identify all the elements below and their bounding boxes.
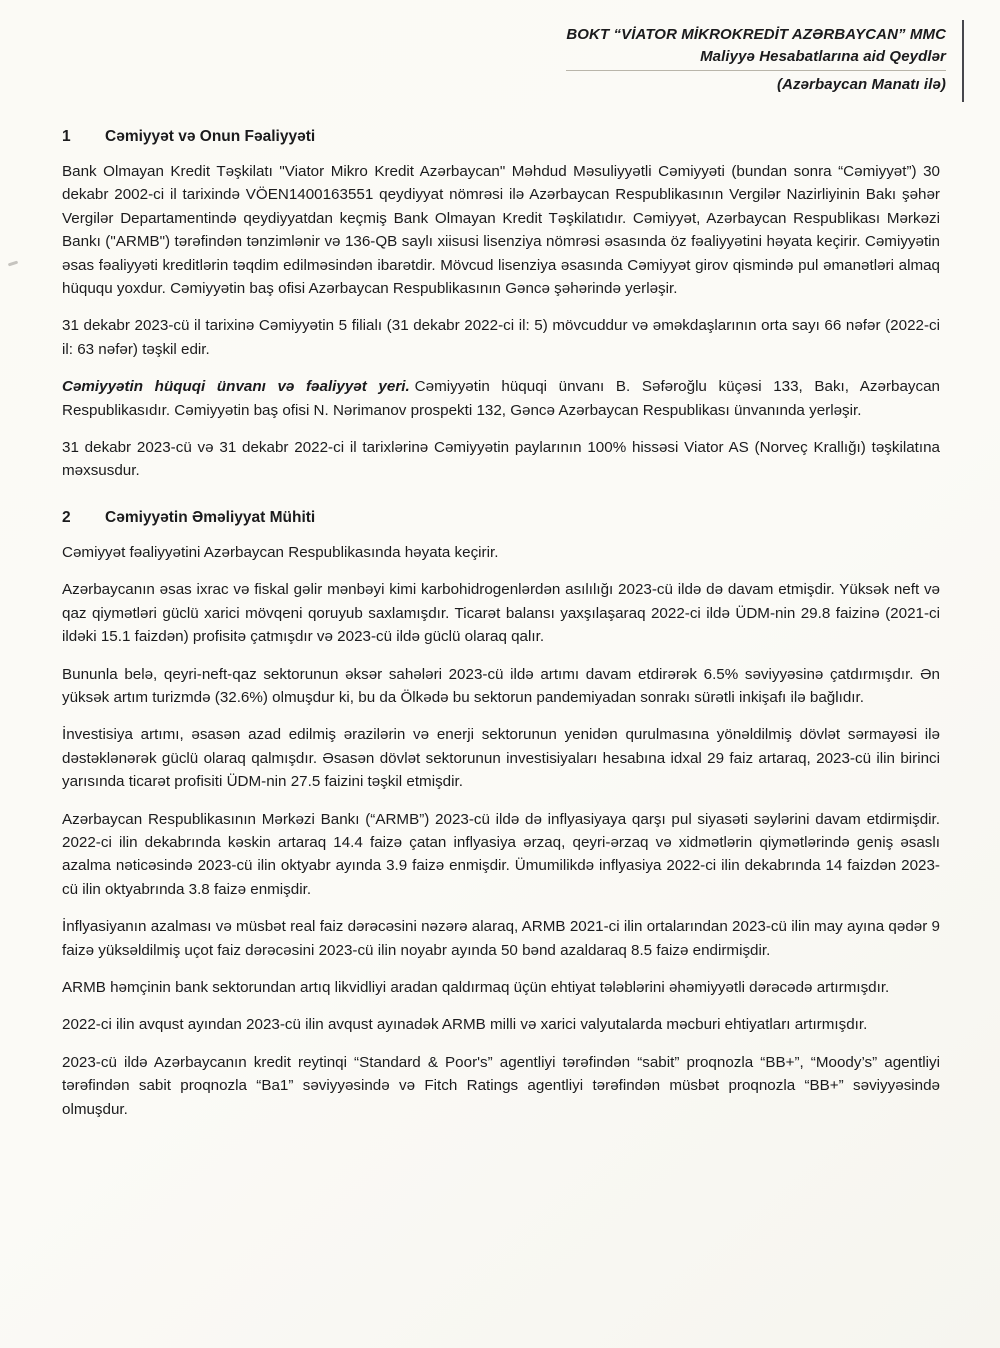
header-text-block [556,20,964,102]
paragraph: Azərbaycan Respublikasının Mərkəzi Bankı (“ARMB”) 2023-cü ildə də inflyasiyaya qarşı pul siyasəti səylərini davam etdirmişdir. 2022-ci ilin dekabrında kəskin artaraq 14.4 faizə çatan inflyasiya ərzaq, qeyri-ərzaq və xidmətlərin qiymətlərində geniş əsaslı azalma nəticəsində 2023-cü ilin oktyabr ayında 3.9 faizə enmişdir. Ümumilikdə inflyasiya 2022-ci ilin dekabrında 14 faizdən 2023-cü ilin oktyabrında 3.8 faizə enmişdir. [62,810,940,898]
paragraph-lead: Cəmiyyətin hüquqi ünvanı və fəaliyyət yeri. [62,378,410,396]
section-1-heading [62,128,940,146]
document-header [62,20,964,102]
section-2-heading [62,509,940,527]
paragraph: 2022-ci ilin avqust ayından 2023-cü ilin avqust ayınadək ARMB milli və xarici valyutalarda məcburi ehtiyatları artırmışdır. [62,1016,868,1034]
section-number: 1 [62,128,71,145]
currency-note: (Azərbaycan Manatı ilə) [566,70,946,96]
scan-artifact [8,261,18,267]
paragraph: 31 dekabr 2023-cü il tarixinə Cəmiyyətin 5 filialı (31 dekabr 2022-ci il: 5) mövcuddur və əməkdaşlarının orta sayı 66 nəfər (2022-ci il: 63 nəfər) təşkil edir. [62,317,940,358]
paragraph: İnflyasiyanın azalması və müsbət real faiz dərəcəsini nəzərə alaraq, ARMB 2021-ci ilin ortalarından 2023-cü ilin may ayına qədər 9 faizə yüksəldilmiş uçot faiz dərəcəsini 2023-cü ilin noyabr ayında 50 bənd azaldaraq 8.5 faizə endirmişdir. [62,918,940,959]
section-number: 2 [62,508,71,526]
paragraph: İnvestisiya artımı, əsasən azad edilmiş ərazilərin və enerji sektorunun yenidən qurulmasına yönəldilmiş dövlət sərmayəsi ilə dəstəklənərək güclü olaraq qalmışdır. Əsasən dövlət sektorunun investisiyaları hesabına idxal 29 faiz artaraq, 2023-cü ilin birinci yarısında ticarət profisiti ÜDM-nin 27.5 faizini təşkil etmişdir. [62,726,940,791]
section-title: Cəmiyyət və Onun Fəaliyyəti [105,128,316,145]
section-title: Cəmiyyətin Əməliyyat Mühiti [105,508,316,526]
section-1-body [62,160,940,483]
paragraph: Cəmiyyət fəaliyyətini Azərbaycan Respublikasında həyata keçirir. [62,543,499,561]
paragraph: Bununla belə, qeyri-neft-qaz sektorunun əksər sahələri 2023-cü ildə artımı davam etdirərək 6.5% səviyyəsinə çatdırmışdır. Ən yüksək artım turizmdə (32.6%) olmuşdur ki, bu da Ölkədə bu sektorun pandemiyadan sonrakı sürətli inkişafı ilə bağlıdır. [62,665,940,706]
report-subtitle: Maliyyə Hesabatlarına aid Qeydlər [700,48,946,65]
paragraph: Cəmiyyətin hüquqi ünvanı və fəaliyyət yeri. Cəmiyyətin hüquqi ünvanı B. Səfəroğlu küçəsi 133, Bakı, Azərbaycan Respublikasıdır. Cəmiyyətin baş ofisi N. Nərimanov prospekti 132, Gəncə Azərbaycan Respublikası ünvanında yerləşir. [62,378,940,419]
paragraph: 31 dekabr 2023-cü və 31 dekabr 2022-ci il tarixlərinə Cəmiyyətin paylarının 100% hissəsi Viator AS (Norveç Krallığı) təşkilatına məxsusdur. [62,439,940,480]
paragraph: Bank Olmayan Kredit Təşkilatı "Viator Mikro Kredit Azərbaycan" Məhdud Məsuliyyətli Cəmiyyəti (bundan sonra “Cəmiyyət”) 30 dekabr 2002-ci il tarixində VÖEN1400163551 qeydiyyat nömrəsi ilə Azərbaycan Respublikasının Vergilər Nazirliyinin Bakı şəhər Vergilər Departamentində qeydiyyatdan keçmiş Bank Olmayan Kredit Təşkilatıdır. Cəmiyyət, Azərbaycan Respublikası Mərkəzi Bankı ("ARMB") tərəfindən tənzimlənir və 136-QB saylı xiisusi lisenziya nömrəsi əsasında öz fəaliyyətini həyata keçirir. Cəmiyyətin əsas fəaliyyəti kreditlərin təqdim edilməsindən ibarətdir. Mövcud lisenziya əsasında Cəmiyyət girov qismində pul əmanətləri almaq hüququ yoxdur. Cəmiyyətin baş ofisi Azərbaycan Respublikasının Gəncə şəhərində yerləşir. [62,163,940,298]
company-name: BOKT “VİATOR MİKROKREDİT AZƏRBAYCAN” MMC [566,26,946,43]
paragraph: 2023-cü ildə Azərbaycanın kredit reytinqi “Standard & Poor's” agentliyi tərəfindən “sabit” proqnozla “BB+”, “Moody’s” agentliyi tərəfindən sabit proqnozla “Ba1” səviyyəsində və Fitch Ratings agentliyi tərəfindən müsbət proqnozla “BB+” səviyyəsində olmuşdur. [62,1053,940,1118]
section-2-body [62,541,940,1121]
paragraph: Azərbaycanın əsas ixrac və fiskal gəlir mənbəyi kimi karbohidrogenlərdən asılılığı 2023-cü ildə də davam etmişdir. Yüksək neft və qaz qiymətləri güclü xarici mövqeni qoruyub saxlamışdır. Ticarət balansı yaxşılaşaraq 2022-ci ildə ÜDM-nin 29.8 faizinə (2021-ci ildəki 15.1 faizdən) profisitə çatmışdır və 2023-cü ildə güclü olaraq qalır. [62,581,940,646]
paragraph: ARMB həmçinin bank sektorundan artıq likvidliyi aradan qaldırmaq üçün ehtiyat tələblərini əhəmiyyətli dərəcədə artırmışdır. [62,978,890,996]
